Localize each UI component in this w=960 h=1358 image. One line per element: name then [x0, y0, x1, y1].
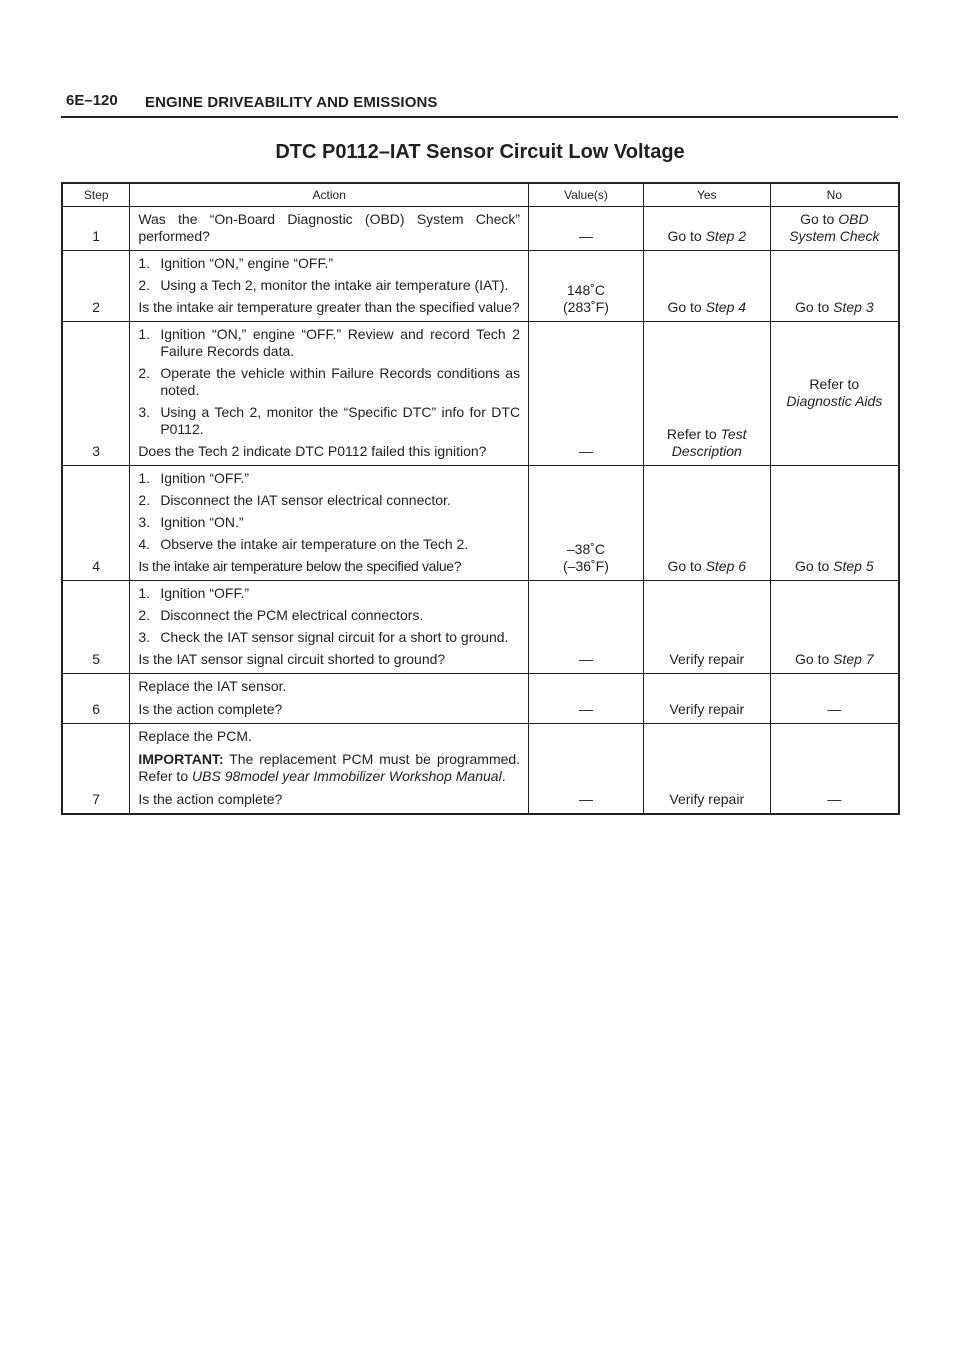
page-number: 6E–120	[66, 92, 118, 109]
value-cell: —	[529, 581, 644, 674]
no-cell	[770, 466, 899, 581]
action-cell	[130, 674, 529, 724]
action-item: 2. Using a Tech 2, monitor the intake air temperature (IAT).	[138, 277, 509, 293]
question-text: Is the action complete?	[138, 701, 283, 717]
no-prefix: Go to	[795, 651, 834, 667]
action-item: 2. Operate the vehicle within Failure Records conditions as noted.	[138, 365, 521, 398]
no-ref-link[interactable]: Diagnostic Aids	[786, 393, 883, 409]
table-row	[62, 251, 899, 322]
action-cell	[130, 724, 529, 815]
action-intro: Replace the PCM.	[138, 728, 252, 744]
yes-prefix: Refer to	[666, 426, 721, 442]
action-item: 1. Ignition “ON,” engine “OFF.”	[138, 255, 334, 271]
action-cell	[130, 322, 529, 466]
action-item: 3. Ignition “ON.”	[138, 514, 244, 530]
step-number: 7	[92, 791, 101, 807]
header-rule	[61, 116, 898, 118]
action-cell	[130, 207, 529, 251]
action-cell	[130, 466, 529, 581]
no-prefix: Refer to	[809, 376, 860, 392]
col-no: No	[770, 183, 899, 207]
yes-prefix: Go to	[667, 299, 706, 315]
yes-cell: Verify repair	[643, 724, 770, 815]
no-cell	[770, 322, 899, 466]
action-list	[138, 470, 520, 553]
question-text: Is the intake air temperature below the specified value?	[138, 558, 462, 574]
no-cell	[770, 581, 899, 674]
action-item: 2. Disconnect the IAT sensor electrical connector.	[138, 492, 451, 508]
manual-ref-link[interactable]: UBS 98model year Immobilizer Workshop Manual	[192, 768, 502, 784]
value-cell: —	[529, 674, 644, 724]
page-header	[61, 88, 898, 118]
yes-prefix: Go to	[667, 228, 706, 244]
question-text: Is the IAT sensor signal circuit shorted to ground?	[138, 651, 446, 667]
step-number: 4	[62, 466, 130, 581]
action-list	[138, 255, 520, 294]
yes-ref-link[interactable]: Test Description	[671, 426, 747, 459]
no-ref-link[interactable]: Step 5	[833, 558, 874, 574]
action-list	[138, 326, 520, 438]
table-row	[62, 674, 899, 724]
no-prefix: Go to	[795, 299, 834, 315]
action-item: 1. Ignition “ON,” engine “OFF.” Review and record Tech 2 Failure Records data.	[138, 326, 521, 359]
col-yes: Yes	[643, 183, 770, 207]
table-row	[62, 322, 899, 466]
no-ref-link[interactable]: Step 3	[833, 299, 874, 315]
action-cell	[130, 581, 529, 674]
table-row	[62, 581, 899, 674]
value-cell: —	[529, 322, 644, 466]
value-cell: 148˚C (283˚F)	[529, 251, 644, 322]
step-number: 5	[62, 581, 130, 674]
value-cell: —	[529, 724, 644, 815]
no-ref-link[interactable]: OBD System Check	[789, 211, 880, 244]
yes-cell: Verify repair	[643, 581, 770, 674]
no-cell: —	[770, 724, 899, 815]
yes-cell	[643, 322, 770, 466]
table-row	[62, 466, 899, 581]
action-intro: Replace the IAT sensor.	[138, 678, 287, 694]
value-cell: —	[529, 207, 644, 251]
question-text: Does the Tech 2 indicate DTC P0112 failed this ignition?	[138, 443, 487, 459]
important-note: IMPORTANT: The replacement PCM must be programmed. Refer to UBS 98model year Immobilizer Workshop Manual.	[138, 751, 521, 784]
col-action: Action	[130, 183, 529, 207]
step-number: 3	[62, 322, 130, 466]
action-item: 4. Observe the intake air temperature on the Tech 2.	[138, 536, 469, 552]
no-cell: —	[770, 674, 899, 724]
no-prefix: Go to	[800, 211, 839, 227]
no-prefix: Go to	[795, 558, 834, 574]
table-row	[62, 207, 899, 251]
question-text: Is the intake air temperature greater than the specified value?	[138, 299, 520, 315]
yes-cell	[643, 207, 770, 251]
page-title: DTC P0112–IAT Sensor Circuit Low Voltage	[275, 141, 685, 163]
step-number: 6	[62, 674, 130, 724]
yes-ref-link[interactable]: Step 6	[705, 558, 747, 574]
yes-ref-link[interactable]: Step 2	[705, 228, 747, 244]
action-list	[138, 585, 520, 646]
no-cell	[770, 207, 899, 251]
table-header-row	[62, 183, 899, 207]
section-title: ENGINE DRIVEABILITY AND EMISSIONS	[145, 94, 438, 111]
question-text: Was the “On-Board Diagnostic (OBD) System Check” performed?	[138, 211, 521, 244]
action-item: 1. Ignition “OFF.”	[138, 470, 250, 486]
question-text: Is the action complete?	[138, 791, 283, 807]
important-label: IMPORTANT:	[138, 751, 224, 767]
diagnostic-table	[61, 182, 900, 815]
yes-prefix: Go to	[667, 558, 706, 574]
action-item: 3. Using a Tech 2, monitor the “Specific DTC” info for DTC P0112.	[138, 404, 521, 437]
col-values: Value(s)	[529, 183, 644, 207]
step-number: 2	[62, 251, 130, 322]
yes-cell: Verify repair	[643, 674, 770, 724]
yes-cell	[643, 466, 770, 581]
col-step: Step	[62, 183, 130, 207]
table-row	[62, 724, 899, 815]
step-number: 1	[62, 207, 130, 251]
action-item: 1. Ignition “OFF.”	[138, 585, 250, 601]
value-cell: –38˚C (–36˚F)	[529, 466, 644, 581]
action-item: 3. Check the IAT sensor signal circuit for a short to ground.	[138, 629, 509, 645]
no-ref-link[interactable]: Step 7	[833, 651, 874, 667]
action-cell	[130, 251, 529, 322]
action-item: 2. Disconnect the PCM electrical connectors.	[138, 607, 424, 623]
yes-ref-link[interactable]: Step 4	[705, 299, 747, 315]
yes-cell	[643, 251, 770, 322]
no-cell	[770, 251, 899, 322]
